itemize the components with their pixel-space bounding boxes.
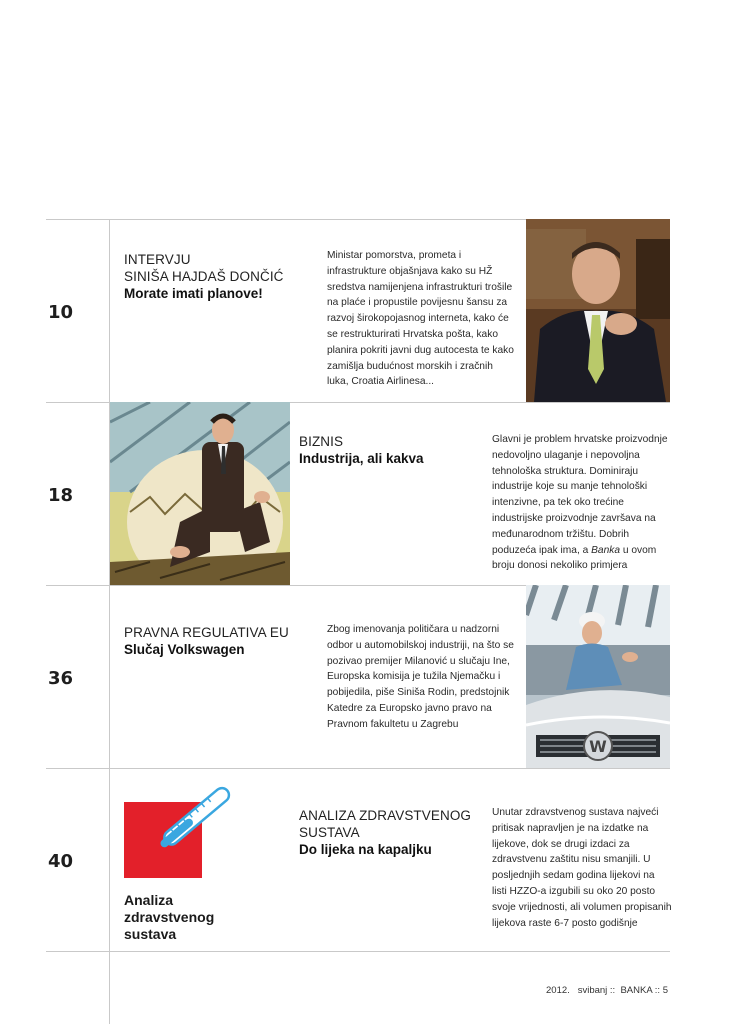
divider <box>46 951 670 952</box>
entry-heading <box>124 624 314 658</box>
divider <box>46 768 670 769</box>
caption-line: sustava <box>124 926 177 942</box>
article-title[interactable]: Industrija, ali kakva <box>299 451 424 466</box>
section-kicker: ANALIZA ZDRAVSTVENOG <box>299 808 472 823</box>
section-kicker: SINIŠA HAJDAŠ DONČIĆ <box>124 269 284 284</box>
blurb-text: u ovom broju donosi nekoliko primjera <box>492 544 657 572</box>
page-number: 36 <box>48 668 74 689</box>
caption-line: zdravstvenog <box>124 909 215 925</box>
blurb-text: Glavni je problem hrvatske proizvodnje nedovoljno ulaganje i nepovoljna tehnološka struktura. Dominiraju industrije koje su manje tehnološki intenzivne, pa tek oko trećine industrijske proizvodnje završava na međunarodnom tržištu. Dobrih poduzeća ipak ima, a <box>492 434 668 556</box>
page-number: 40 <box>48 851 74 872</box>
graphic-caption <box>124 892 214 943</box>
magazine-name: Banka <box>591 544 620 556</box>
entry-heading <box>299 433 479 467</box>
illustration-man-in-egg <box>110 402 290 585</box>
article-blurb: Unutar zdravstvenog sustava najveći pritisak napravljen je na izdatke na lijekove, dok se drugi izdaci za zdravstvenu zaštitu nisu smanjili. U posljednjih sedam godina lijekovi na listi HZZO-a izgubili su oko 20 posto svoje vrijednosti, ali volumen propisanih lijekova raste 6-7 posto godišnje <box>492 807 672 929</box>
article-title[interactable]: Morate imati planove! <box>124 286 263 301</box>
article-blurb: Ministar pomorstva, prometa i infrastrukture objašnjava kako su HŽ sredstva namijenjena infrastrukturi trošile na plaće i propustile povijesnu šansu za razvoj širokopojasnog interneta, kako će se restrukturirati Hrvatska pošta, kako planira pokriti javni dug autocesta te kako zamišlja budućnost morskih i zračnih luka, Croatia Airlinesa... <box>327 250 514 388</box>
section-kicker: BIZNIS <box>299 434 344 449</box>
article-blurb <box>492 432 672 574</box>
article-blurb: Zbog imenovanja političara u nadzorni odbor u automobilskoj industriji, na što se pozivao premijer Milanović u slučaju Ine, Europska komisija je tužila Njemačku i pobijedila, piše Siniša Rodin, predstojnik Katedre za Europsko javno pravo na Pravnom fakultetu u Zagrebu <box>327 624 514 730</box>
page-number: 18 <box>48 485 74 506</box>
section-kicker: INTERVJU <box>124 252 191 267</box>
vertical-divider <box>109 219 110 1024</box>
page-footer: 2012. svibanj :: BANKA :: 5 <box>546 985 668 996</box>
factory-worker-photo <box>526 585 670 768</box>
section-kicker: SUSTAVA <box>299 825 360 840</box>
svg-text:W: W <box>589 737 607 756</box>
page-number: 10 <box>48 302 74 323</box>
entry-heading <box>124 251 314 302</box>
entry-heading <box>299 807 479 858</box>
article-title[interactable]: Do lijeka na kapaljku <box>299 842 432 857</box>
section-kicker: PRAVNA REGULATIVA EU <box>124 625 289 640</box>
caption-line: Analiza <box>124 892 174 908</box>
portrait-photo <box>526 219 670 402</box>
article-title[interactable]: Slučaj Volkswagen <box>124 642 245 657</box>
health-analysis-graphic <box>124 772 244 882</box>
